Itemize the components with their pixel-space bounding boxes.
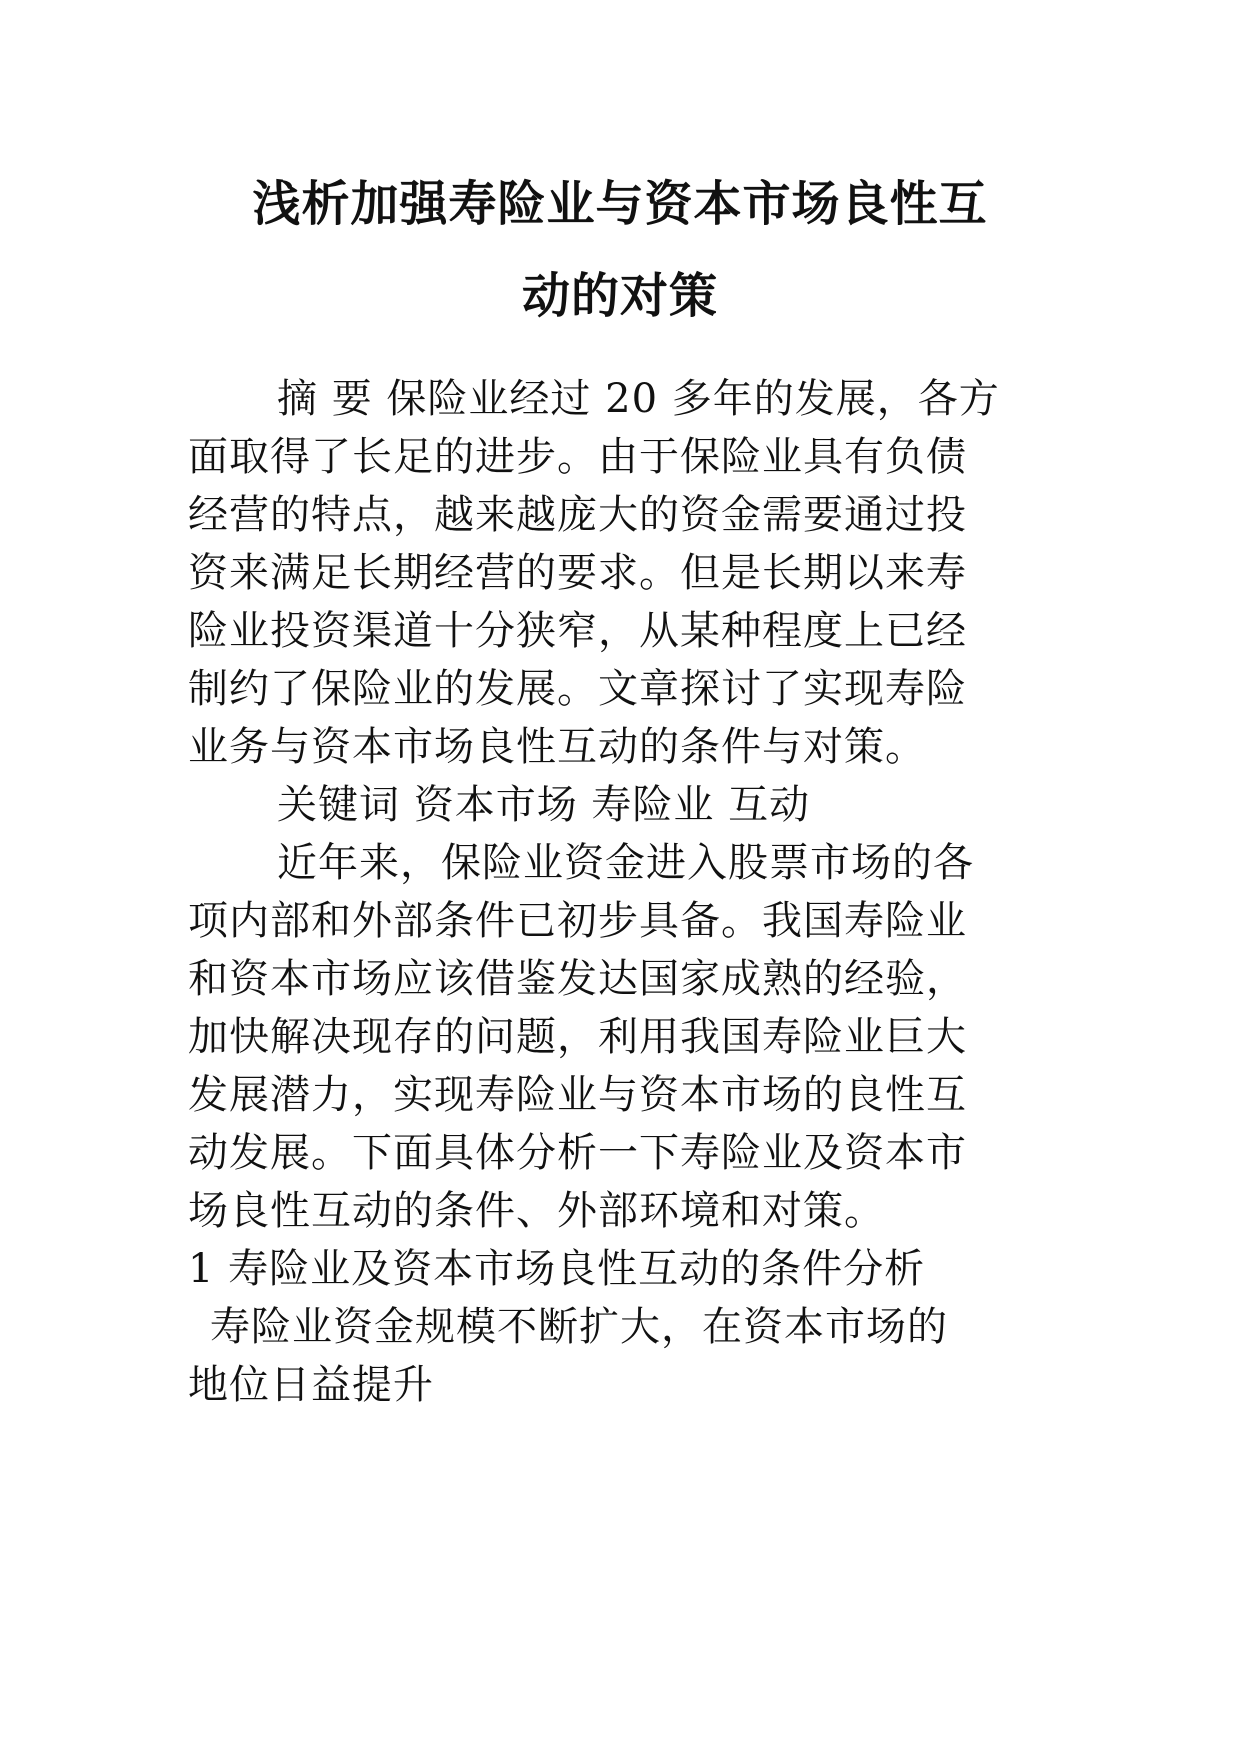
abstract-line: 经营的特点，越来越庞大的资金需要通过投 bbox=[188, 492, 967, 538]
section-heading: 1 寿险业及资本市场良性互动的条件分析 bbox=[188, 1246, 926, 1292]
abstract-line: 资来满足长期经营的要求。但是长期以来寿 bbox=[188, 550, 967, 596]
abstract-line: 险业投资渠道十分狭窄，从某种程度上已经 bbox=[188, 608, 967, 654]
abstract-line: 制约了保险业的发展。文章探讨了实现寿险 bbox=[188, 666, 967, 712]
keywords-line: 关键词 资本市场 寿险业 互动 bbox=[277, 782, 811, 828]
intro-line: 加快解决现存的问题，利用我国寿险业巨大 bbox=[188, 1014, 967, 1060]
subsection-line: 寿险业资金规模不断扩大，在资本市场的 bbox=[210, 1304, 948, 1350]
intro-line: 和资本市场应该借鉴发达国家成熟的经验， bbox=[188, 956, 967, 1002]
abstract-line: 业务与资本市场良性互动的条件与对策。 bbox=[188, 724, 926, 770]
intro-line: 场良性互动的条件、外部环境和对策。 bbox=[188, 1188, 885, 1234]
intro-line: 动发展。下面具体分析一下寿险业及资本市 bbox=[188, 1130, 967, 1176]
document-title-line-2: 动的对策 bbox=[521, 268, 718, 324]
subsection-line: 地位日益提升 bbox=[188, 1362, 434, 1408]
document-title-line-1: 浅析加强寿险业与资本市场良性互 bbox=[252, 176, 988, 232]
intro-line: 近年来，保险业资金进入股票市场的各 bbox=[277, 840, 974, 886]
abstract-line: 面取得了长足的进步。由于保险业具有负债 bbox=[188, 434, 967, 480]
abstract-line: 摘 要 保险业经过 20 多年的发展，各方 bbox=[277, 376, 1000, 422]
intro-line: 项内部和外部条件已初步具备。我国寿险业 bbox=[188, 898, 967, 944]
intro-line: 发展潜力，实现寿险业与资本市场的良性互 bbox=[188, 1072, 967, 1118]
